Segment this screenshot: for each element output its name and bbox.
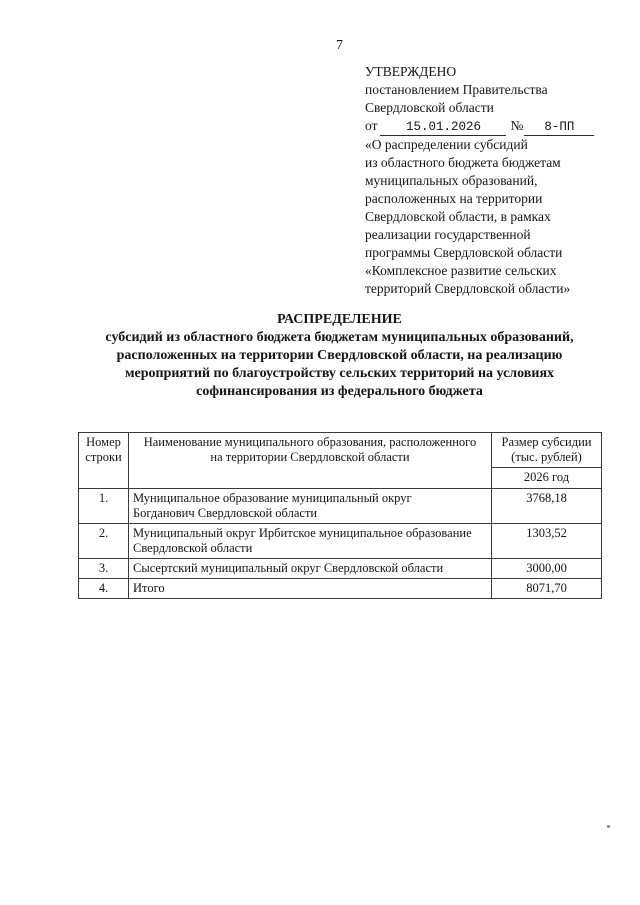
document-date-value: 15.01.2026	[380, 119, 506, 136]
approval-subject-line: муниципальных образований,	[365, 173, 538, 188]
approval-line: Свердловской области	[365, 100, 494, 115]
document-title	[59, 311, 620, 401]
row-number-cell: 3.	[79, 559, 129, 579]
header-subsidy-size	[492, 433, 602, 468]
approval-subject-line: расположенных на территории	[365, 191, 543, 206]
document-number-value: 8-ПП	[524, 119, 594, 136]
approval-block	[365, 63, 603, 298]
approval-line: постановлением Правительства	[365, 82, 548, 97]
number-sign-label: №	[510, 118, 524, 133]
total-value-cell: 8071,70	[492, 579, 602, 599]
table-header-row	[79, 433, 602, 468]
document-title-heading: РАСПРЕДЕЛЕНИЕ	[277, 312, 402, 327]
table-row	[79, 524, 602, 559]
table-row	[79, 559, 602, 579]
table-row	[79, 489, 602, 524]
name-line: Свердловской области	[133, 541, 253, 555]
name-line: Сысертский муниципальный округ Свердловской области	[133, 561, 444, 575]
subsidy-value-cell: 3000,00	[492, 559, 602, 579]
document-title-line: субсидий из областного бюджета бюджетам муниципальных образований,	[105, 330, 574, 345]
document-title-line: софинансирования из федерального бюджета	[196, 384, 483, 399]
table-total-row	[79, 579, 602, 599]
header-line: (тыс. рублей)	[511, 450, 582, 464]
approval-subject-line: программы Свердловской области	[365, 245, 563, 260]
date-prefix-label: от	[365, 118, 378, 133]
row-number-cell: 1.	[79, 489, 129, 524]
municipality-name-cell	[129, 489, 492, 524]
scan-artifact-speck	[607, 825, 610, 828]
header-line: Наименование муниципального образования, расположенного	[143, 435, 477, 449]
subsidy-distribution-table	[78, 432, 602, 599]
header-row-number: Номер строки	[79, 433, 129, 489]
header-line: на территории Свердловской области	[210, 450, 410, 464]
approval-subject-line: реализации государственной	[365, 227, 531, 242]
name-line: Муниципальный округ Ирбитское муниципальное образование	[133, 526, 472, 540]
subsidy-value-cell: 1303,52	[492, 524, 602, 559]
approval-subject-line: «Комплексное развитие сельских	[365, 263, 557, 278]
header-line: Размер субсидии	[501, 435, 592, 449]
subsidy-value-cell: 3768,18	[492, 489, 602, 524]
name-line: Богданович Свердловской области	[133, 506, 318, 520]
header-year: 2026 год	[492, 468, 602, 489]
document-title-line: расположенных на территории Свердловской области, на реализацию	[116, 348, 563, 363]
approval-subject-line: из областного бюджета бюджетам	[365, 155, 561, 170]
approval-line: УТВЕРЖДЕНО	[365, 64, 457, 79]
total-label-cell	[129, 579, 492, 599]
municipality-name-cell	[129, 524, 492, 559]
header-municipality-name	[129, 433, 492, 489]
approval-date-line	[365, 117, 603, 136]
page-number: 7	[336, 38, 343, 53]
approval-subject-line: территорий Свердловской области»	[365, 281, 571, 296]
row-number-cell: 4.	[79, 579, 129, 599]
name-line: Итого	[133, 581, 165, 595]
municipality-name-cell	[129, 559, 492, 579]
approval-subject-line: Свердловской области, в рамках	[365, 209, 551, 224]
name-line: Муниципальное образование муниципальный округ	[133, 491, 412, 505]
row-number-cell: 2.	[79, 524, 129, 559]
approval-subject-line: «О распределении субсидий	[365, 137, 528, 152]
document-title-line: мероприятий по благоустройству сельских территорий на условиях	[124, 366, 555, 381]
